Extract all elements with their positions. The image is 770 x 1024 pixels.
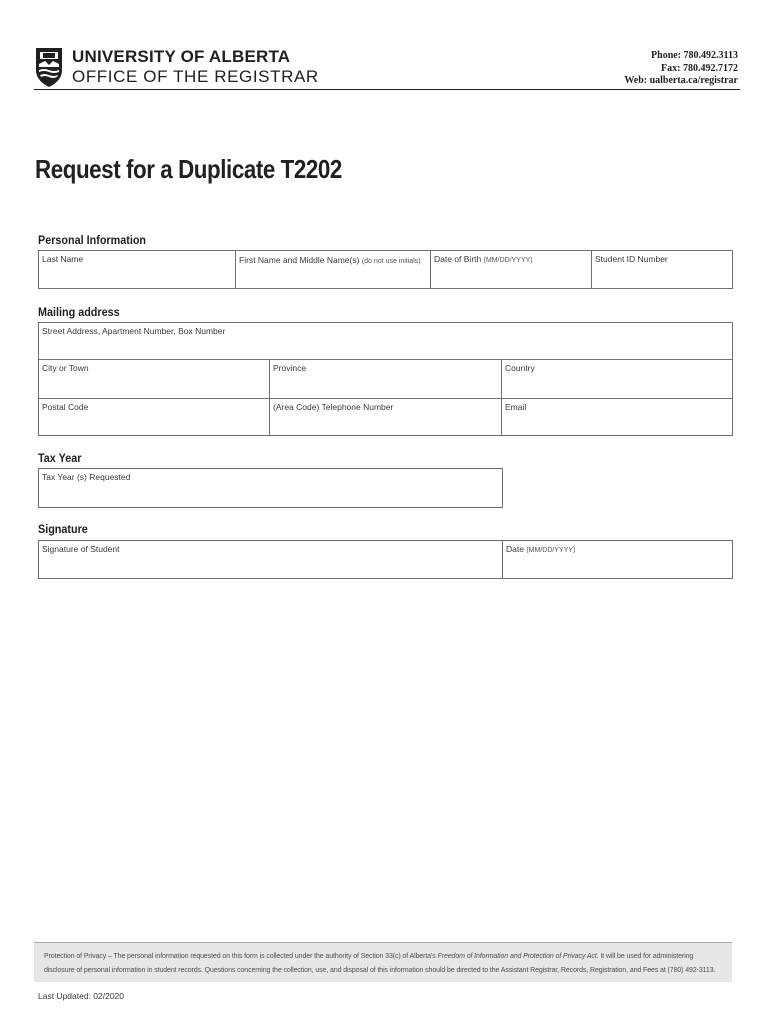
signature-heading: Signature	[38, 522, 88, 536]
privacy-notice	[34, 942, 732, 982]
signature-date-label: Date	[506, 544, 524, 554]
privacy-notice-intro: Protection of Privacy – The personal information requested on this form is collected under the authority of Section 33(c) of Alberta's	[44, 953, 438, 960]
university-name: UNIVERSITY OF ALBERTA	[72, 47, 291, 66]
telephone-label: (Area Code) Telephone Number	[273, 402, 394, 412]
first-name-label: First Name and Middle Name(s)	[239, 255, 360, 265]
date-of-birth-field[interactable]	[431, 251, 592, 288]
signature-fields	[38, 540, 733, 579]
web-address[interactable]: Web: ualberta.ca/registrar	[624, 75, 738, 86]
last-updated-date: Last Updated: 02/2020	[38, 991, 125, 1001]
first-name-note: (do not use initials)	[361, 258, 421, 265]
tax-year-label: Tax Year (s) Requested	[42, 472, 131, 482]
student-id-field[interactable]	[592, 251, 732, 288]
personal-information-heading: Personal Information	[38, 233, 147, 247]
fax-number: Fax: 780.492.7172	[661, 62, 738, 74]
telephone-field[interactable]	[270, 399, 502, 436]
province-label: Province	[273, 363, 307, 373]
phone-number: Phone: 780.492.3113	[651, 50, 738, 61]
date-of-birth-note: (MM/DD/YYYY)	[483, 257, 533, 264]
last-name-field[interactable]	[39, 251, 236, 288]
postal-code-field[interactable]	[39, 399, 270, 436]
tax-year-field[interactable]	[38, 468, 503, 508]
student-id-label: Student ID Number	[595, 254, 668, 264]
date-of-birth-label: Date of Birth	[434, 254, 482, 264]
personal-information-fields	[38, 250, 733, 289]
street-address-label: Street Address, Apartment Number, Box Number	[42, 326, 226, 336]
page-title: Request for a Duplicate T2202	[35, 154, 342, 184]
mailing-address-fields	[38, 322, 733, 436]
city-label: City or Town	[42, 363, 89, 373]
city-field[interactable]	[39, 360, 270, 398]
tax-year-heading: Tax Year	[38, 451, 82, 465]
email-label: Email	[505, 402, 527, 412]
privacy-notice-body: . It will be used for administering disclosure of personal information in student records. Questions concerning the collection, use, and disposal of this information should be directed to the Assistant Registrar, Records, Registration, and Fees at (780) 492-3113.	[44, 953, 716, 974]
last-name-label: Last Name	[42, 254, 84, 264]
privacy-act-name: Freedom of Information and Protection of Privacy Act	[437, 953, 597, 960]
first-name-field[interactable]	[236, 251, 431, 288]
university-crest-logo	[34, 46, 64, 88]
signature-date-field[interactable]	[503, 541, 732, 578]
student-signature-label: Signature of Student	[42, 544, 120, 554]
signature-date-note: (MM/DD/YYYY)	[526, 547, 576, 554]
student-signature-field[interactable]	[39, 541, 503, 578]
email-field[interactable]	[502, 399, 732, 436]
office-name: OFFICE OF THE REGISTRAR	[72, 67, 319, 86]
province-field[interactable]	[270, 360, 502, 398]
header-divider	[34, 89, 740, 90]
country-label: Country	[505, 363, 535, 373]
country-field[interactable]	[502, 360, 732, 398]
street-address-field[interactable]	[39, 323, 732, 359]
mailing-address-heading: Mailing address	[38, 305, 120, 319]
contact-info	[624, 50, 738, 88]
postal-code-label: Postal Code	[42, 402, 89, 412]
